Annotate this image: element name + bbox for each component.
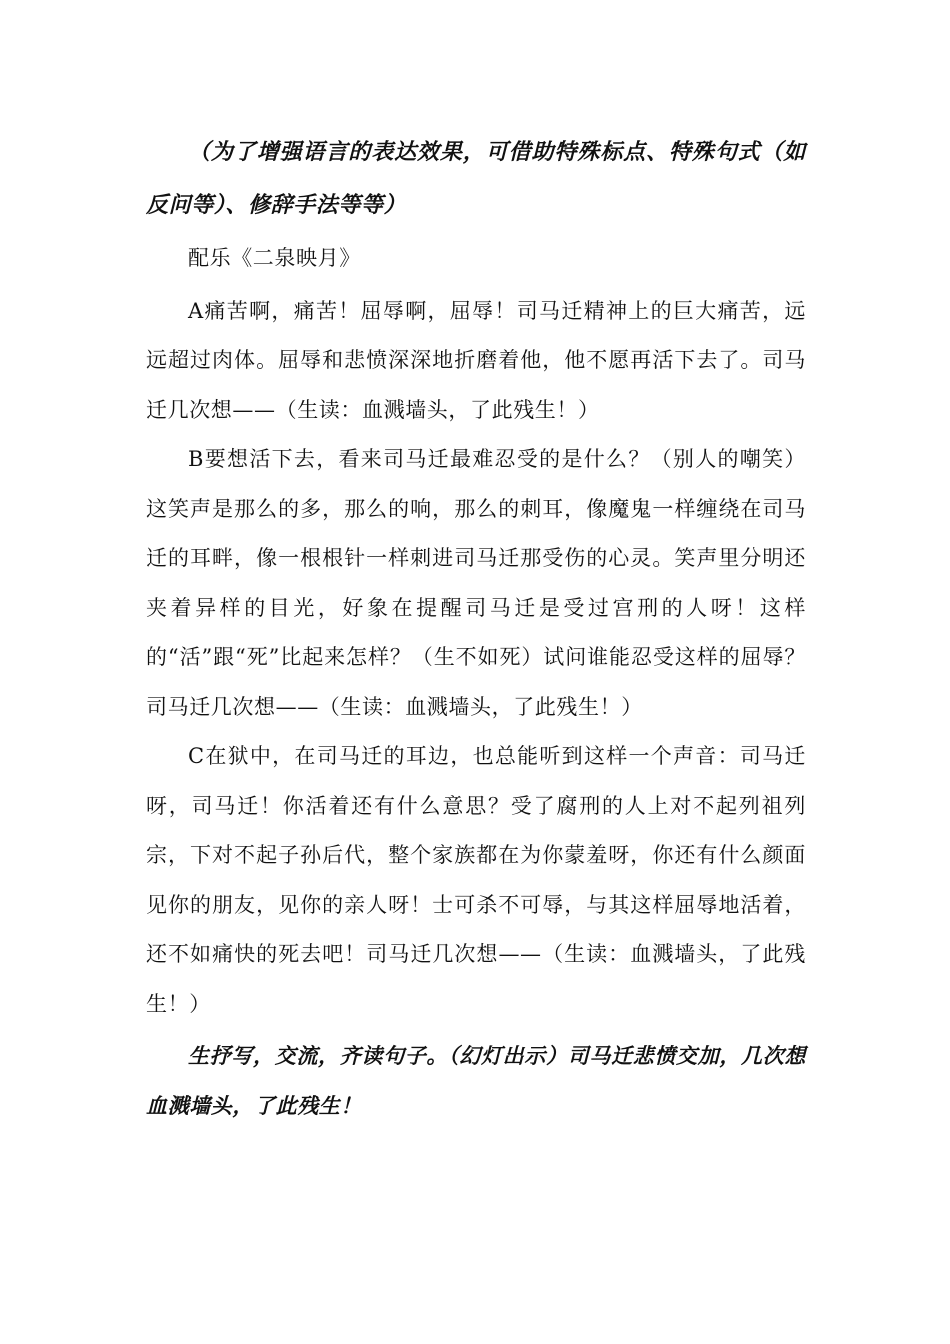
- paragraph-a: A痛苦啊，痛苦！屈辱啊，屈辱！司马迁精神上的巨大痛苦，远远超过肉体。屈辱和悲愤深深地折磨着他，他不愿再活下去了。司马迁几次想——（生读：血溅墙头，了此残生！）: [146, 298, 806, 422]
- document-page: [146, 126, 806, 1131]
- instruction-note: （为了增强语言的表达效果，可借助特殊标点、特殊句式（如反问等）、修辞手法等等）: [146, 139, 806, 218]
- background-music-line: 配乐《二泉映月》: [188, 246, 361, 270]
- paragraph-c: C在狱中，在司马迁的耳边，也总能听到这样一个声音：司马迁呀，司马迁！你活着还有什么意思？受了腐刑的人上对不起列祖列宗，下对不起子孙后代，整个家族都在为你蒙羞呀，你还有什么颜面见你的朋友，见你的亲人呀！士可杀不可辱，与其这样屈辱地活着，还不如痛快的死去吧！司马迁几次想——（生读：血溅墙头，了此残生！）: [146, 744, 806, 1016]
- closing-instruction: 生抒写，交流，齐读句子。（幻灯出示）司马迁悲愤交加，几次想血溅墙头，了此残生！: [146, 1043, 806, 1118]
- paragraph-b: B要想活下去，看来司马迁最难忍受的是什么？（别人的嘲笑）这笑声是那么的多，那么的响，那么的刺耳，像魔鬼一样缠绕在司马迁的耳畔，像一根根针一样刺进司马迁那受伤的心灵。笑声里分明还夹着异样的目光，好象在提醒司马迁是受过宫刑的人呀！这样的“活”跟“死”比起来怎样？（生不如死）试问谁能忍受这样的屈辱？司马迁几次想——（生读：血溅墙头，了此残生！）: [146, 447, 806, 719]
